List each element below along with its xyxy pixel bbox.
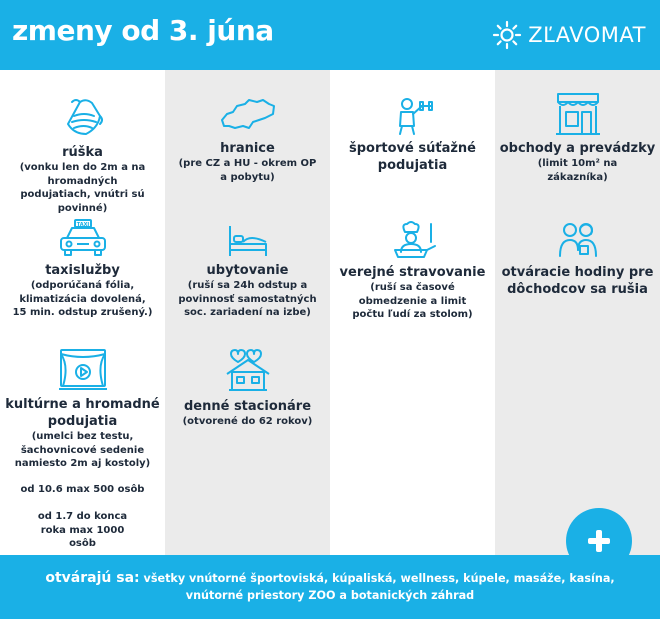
- item-note: (limit 10m² na zákazníka): [537, 158, 618, 183]
- item-masks: [0, 94, 165, 215]
- item-note: (pre CZ a HU - okrem OP a pobytu): [178, 158, 317, 183]
- item-gastronomy: [330, 220, 495, 322]
- column-4: [495, 70, 660, 555]
- item-day-care: [165, 346, 330, 429]
- seniors-icon: [556, 220, 600, 260]
- face-mask-icon: [60, 94, 106, 140]
- footer-text-2: vnútorné priestory ZOO a botanických záhrad: [185, 589, 475, 602]
- house-hearts-icon: [223, 346, 273, 394]
- item-title: ubytovanie: [206, 263, 289, 278]
- footer-lead: otvárajú sa:: [45, 570, 140, 586]
- taxi-icon: [57, 218, 109, 258]
- column-1: [0, 70, 165, 555]
- weightlifter-icon: [390, 96, 436, 136]
- footer-text-1: všetky vnútorné športoviská, kúpaliská, wellness, kúpele, masáže, kasína,: [143, 572, 615, 585]
- slovakia-map-icon: [219, 96, 277, 136]
- capacity-note-july: od 1.7 do konca roka max 1000 osôb: [37, 511, 128, 549]
- brand-logo: [492, 20, 646, 50]
- item-shops: [495, 92, 660, 184]
- footer-line-1: [0, 570, 660, 587]
- footer-banner: [0, 555, 660, 619]
- item-taxi: [0, 218, 165, 320]
- item-note: (ruší sa časové obmedzenie a limit počtu ľudí za stolom): [352, 282, 473, 320]
- item-note: (otvorené do 62 rokov): [182, 416, 313, 427]
- item-accommodation: [165, 224, 330, 320]
- item-title: otváracie hodiny pre dôchodcov sa rušia: [501, 265, 654, 297]
- item-title: obchody a prevádzky: [499, 141, 656, 156]
- brand-name: ZĽAVOMAT: [528, 23, 646, 47]
- capacity-note-june: od 10.6 max 500 osôb: [20, 483, 145, 495]
- shop-icon: [554, 92, 602, 136]
- header-banner: [0, 0, 660, 70]
- item-note: (umelci bez testu, šachovnicové sedenie namiesto 2m aj kostoly): [14, 431, 151, 469]
- item-title: verejné stravovanie: [339, 265, 486, 280]
- item-title: kultúrne a hromadné podujatia: [5, 397, 160, 429]
- bed-icon: [226, 224, 270, 258]
- column-2: [165, 70, 330, 555]
- item-senior-hours: [495, 220, 660, 298]
- item-title: denné stacionáre: [183, 399, 312, 414]
- gear-sun-icon: [492, 20, 522, 50]
- item-sports-events: [330, 96, 495, 174]
- item-note: (vonku len do 2m a na hromadných podujatiach, vnútri sú povinné): [19, 162, 146, 214]
- theater-icon: [57, 346, 109, 392]
- svg-text:TAXI: TAXI: [76, 222, 89, 228]
- item-title: taxislužby: [45, 263, 120, 278]
- item-title: športové súťažné podujatia: [349, 141, 476, 173]
- page-title: zmeny od 3. júna: [12, 14, 274, 47]
- item-note: (ruší sa 24h odstup a povinnosť samostatných soc. zariadení na izbe): [178, 280, 317, 318]
- chef-icon: [387, 220, 439, 260]
- item-borders: [165, 96, 330, 184]
- column-3: [330, 70, 495, 555]
- item-note: (odporúčaná fólia, klimatizácia dovolená, 15 min. odstup zrušený.): [12, 280, 153, 318]
- item-culture-events: [0, 346, 165, 551]
- plus-icon: [586, 528, 612, 554]
- item-title: hranice: [220, 141, 275, 156]
- item-title: rúška: [62, 145, 103, 160]
